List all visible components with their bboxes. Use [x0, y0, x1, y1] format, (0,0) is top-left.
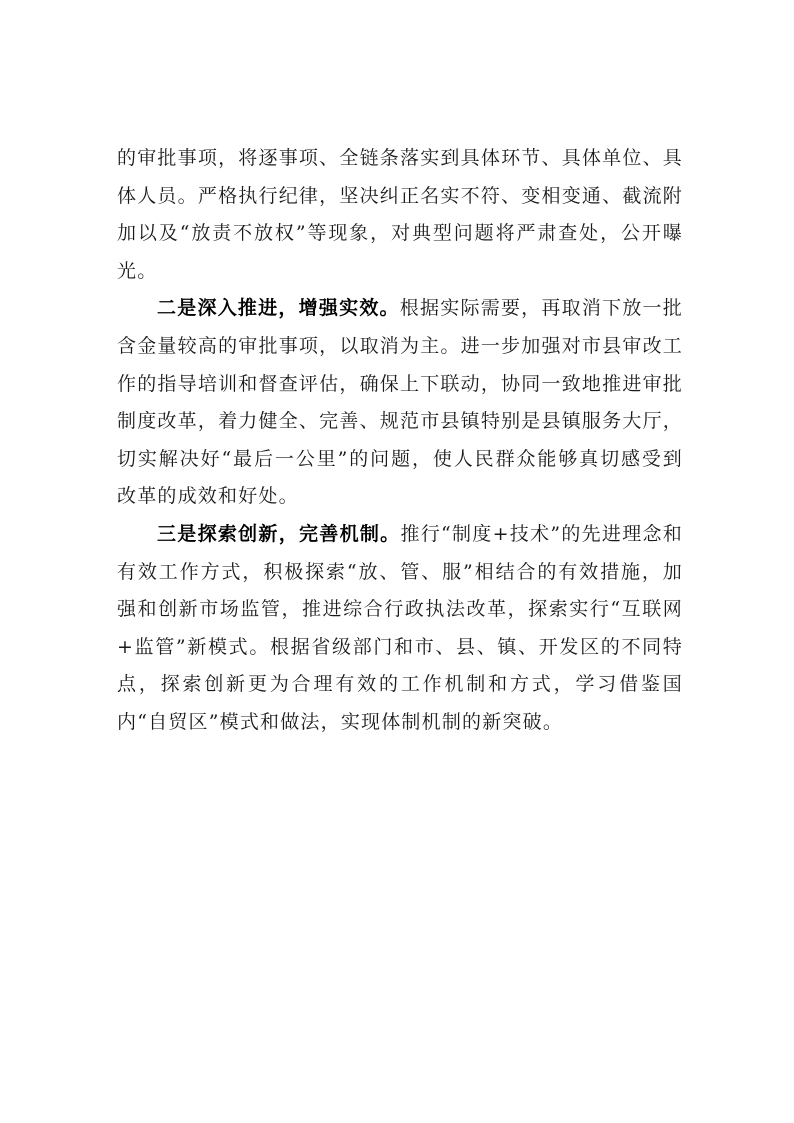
paragraph-2: [117, 290, 683, 516]
paragraph-2-text: 根据实际需要，再取消下放一批含金量较高的审批事项，以取消为主。进一步加强对市县审改工作的指导培训和督查评估，确保上下联动，协同一致地推进审批制度改革，着力健全、完善、规范市县镇特别是县镇服务大厅，切实解决好“最后一公里”的问题，使人民群众能够真切感受到改革的成效和好处。: [117, 297, 683, 508]
paragraph-3-heading: 三是探索创新，完善机制。: [157, 522, 401, 545]
paragraph-3: [117, 516, 683, 742]
paragraph-1: [117, 140, 683, 290]
paragraph-3-text: 推行“制度+技术”的先进理念和有效工作方式，积极探索“放、管、服”相结合的有效措施，加强和创新市场监管，推进综合行政执法改革，探索实行“互联网+监管”新模式。根据省级部门和市、县、镇、开发区的不同特点，探索创新更为合理有效的工作机制和方式，学习借鉴国内“自贸区”模式和做法，实现体制机制的新突破。: [117, 522, 683, 733]
paragraph-2-heading: 二是深入推进，增强实效。: [157, 297, 400, 320]
document-body: [117, 140, 683, 742]
paragraph-1-text: 的审批事项，将逐事项、全链条落实到具体环节、具体单位、具体人员。严格执行纪律，坚决纠正名实不符、变相变通、截流附加以及“放责不放权”等现象，对典型问题将严肃查处，公开曝光。: [117, 147, 683, 282]
